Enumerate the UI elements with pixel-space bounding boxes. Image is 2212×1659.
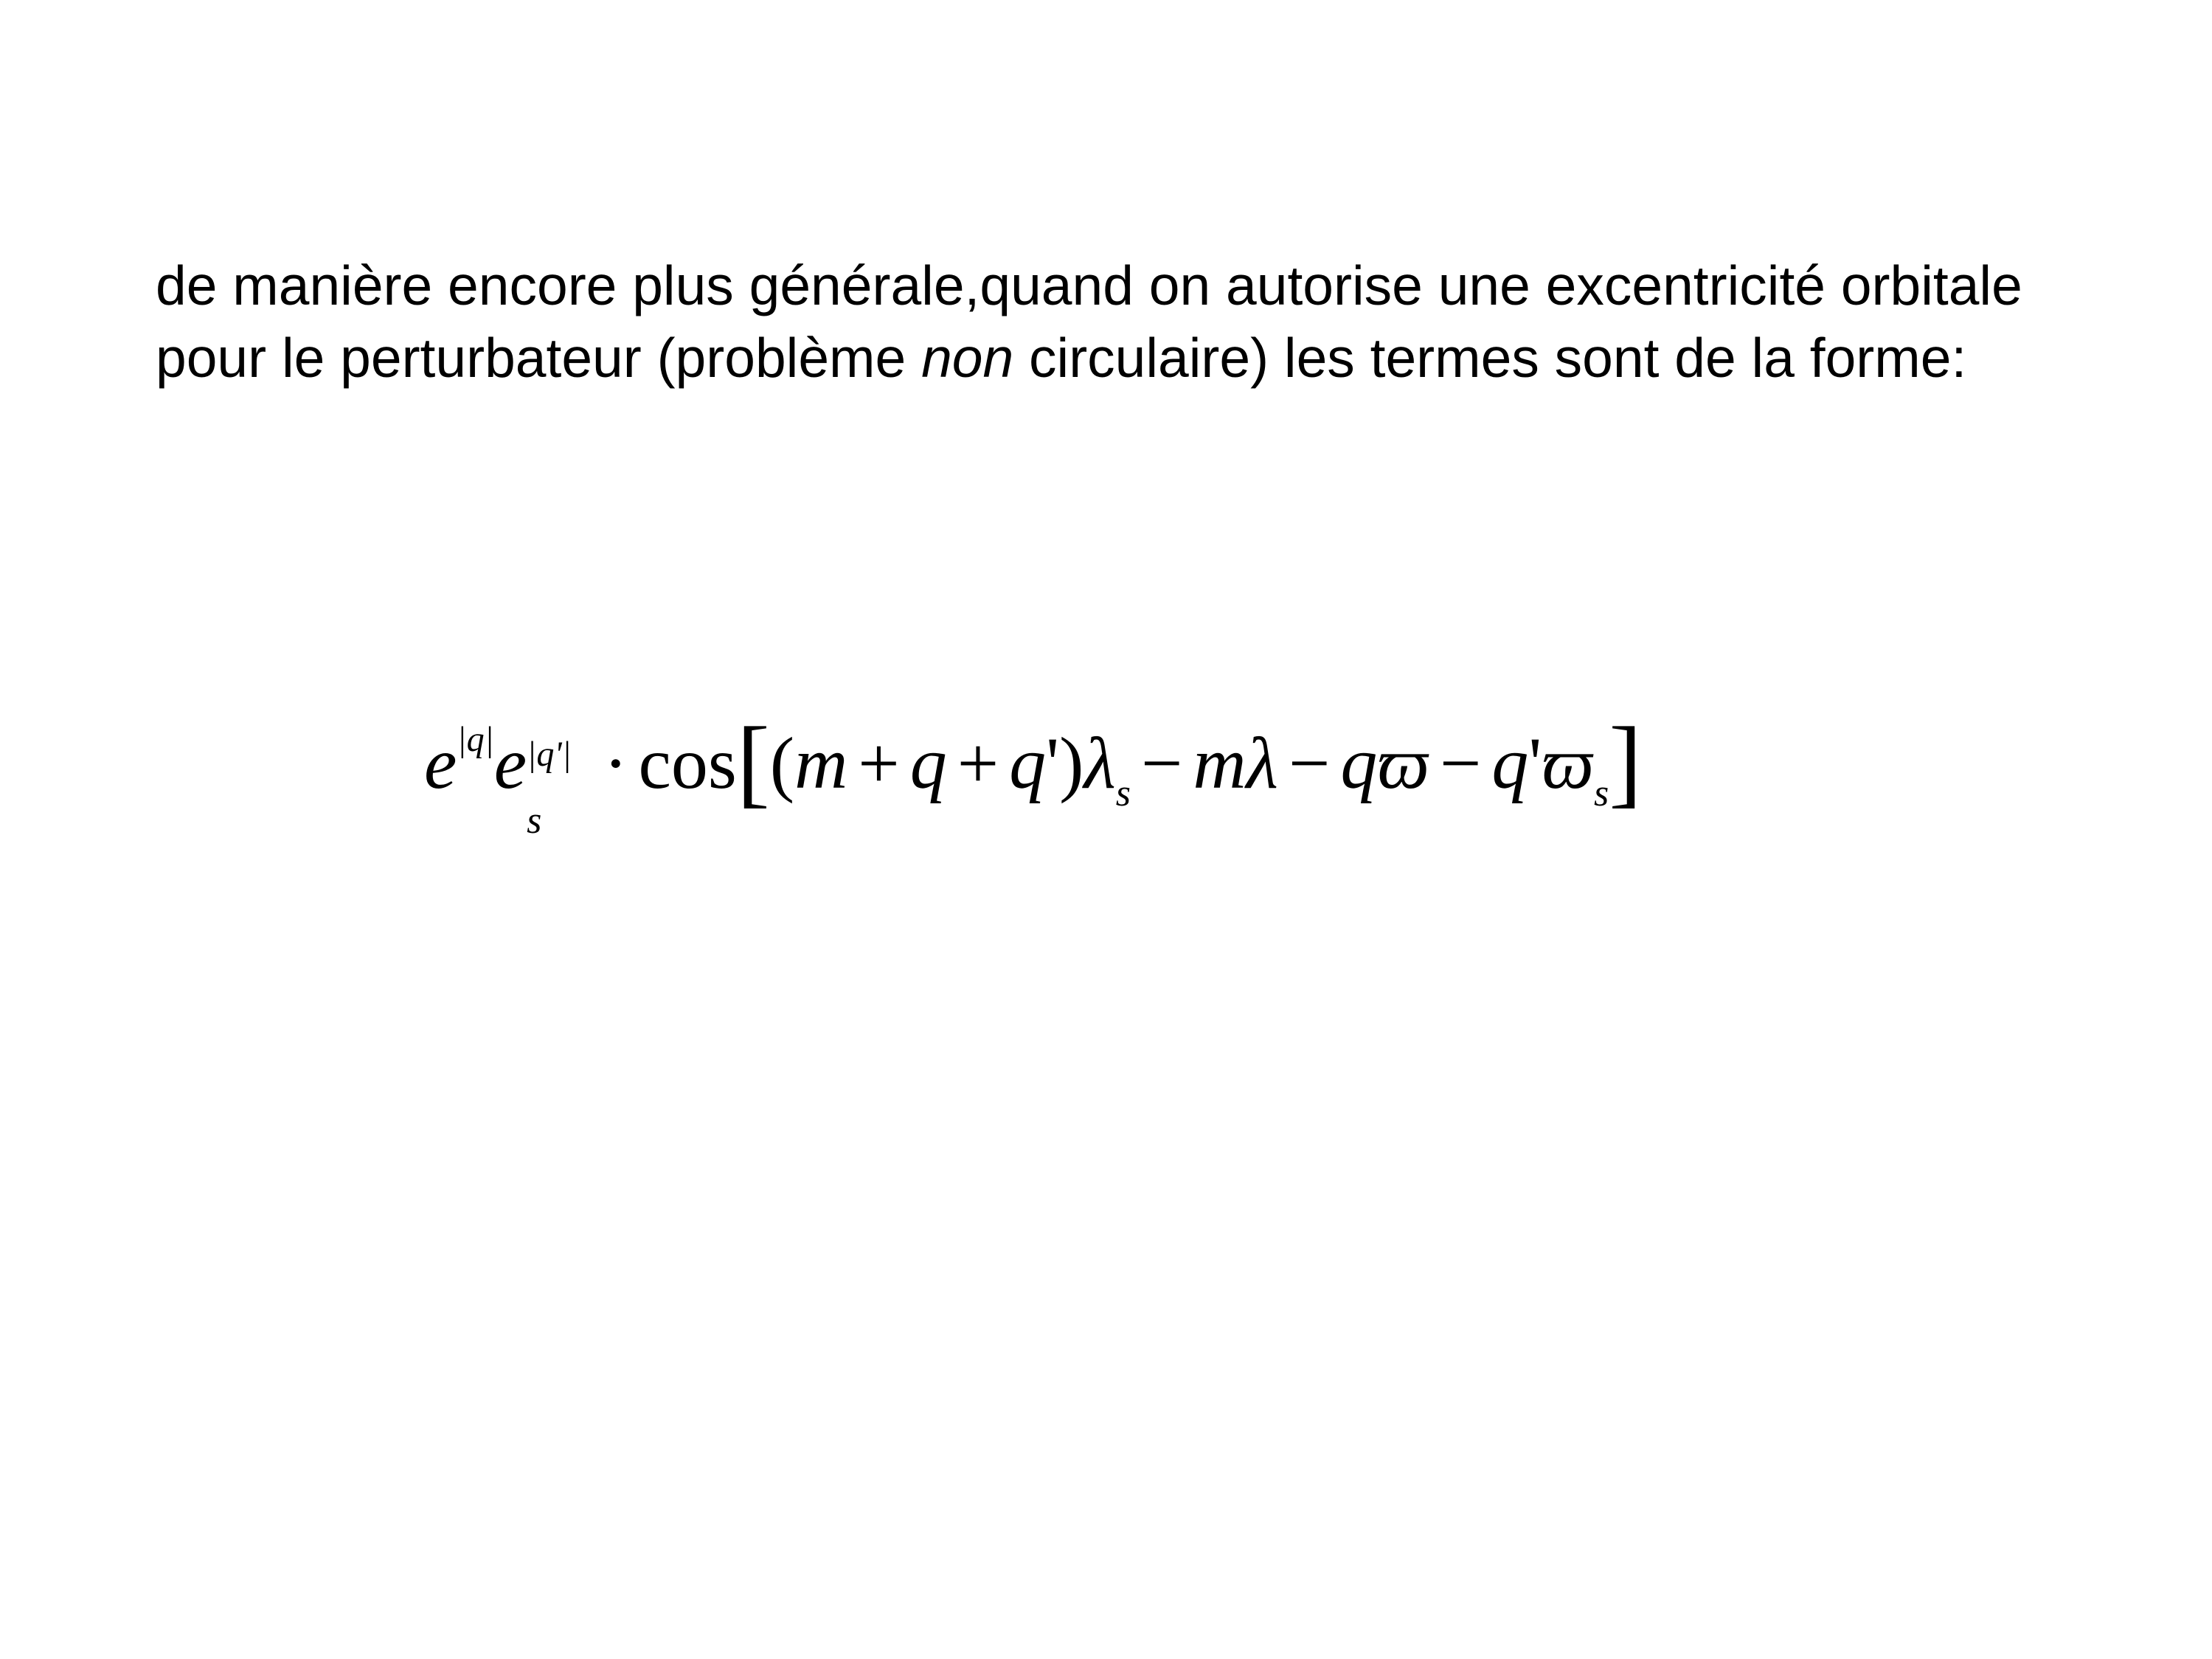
intro-emphasis: non [921,327,1014,389]
intro-text-part1: de manière encore plus générale,quand on autorise une excentricité orbitale pour le perturbateur (problème [156,254,2022,389]
formula-e-s: e [493,722,527,804]
formula-m: m [1193,722,1247,804]
formula-varpi: ϖ [1377,722,1429,804]
formula-left-paren: ( [769,722,795,804]
formula-right-paren: ) [1059,722,1084,804]
formula-exponent-q: |q| [457,720,494,759]
formula-minus: − [1141,722,1183,804]
formula-e: e [424,722,457,804]
formula-prime: ' [1046,722,1060,804]
formula-left-bracket: [ [736,707,770,817]
formula-q-prime: q [1009,722,1047,804]
formula-subscript-s: s [1115,772,1131,814]
formula-plus: + [957,722,999,804]
formula-lambda: λ [1246,722,1278,804]
intro-paragraph [156,249,2110,394]
formula-minus: − [1439,722,1482,804]
formula-cos: cos [638,722,737,804]
formula-plus: + [858,722,900,804]
intro-text-part2: circulaire) les termes sont de la forme: [1013,327,1967,389]
formula-right-bracket: ] [1609,707,1643,817]
formula-m: m [794,722,848,804]
formula-e-s-scripts [527,735,593,842]
formula-q-prime: q [1491,722,1529,804]
formula-dot: · [603,722,628,804]
formula-subscript-s: s [527,800,542,842]
formula-q: q [909,722,947,804]
formula-subscript-s: s [1594,772,1609,814]
formula-q: q [1340,722,1378,804]
formula-varpi-s: ϖ [1542,722,1595,804]
formula [424,707,1643,842]
formula-prime: ' [1528,722,1542,804]
formula-exponent-q-prime: |q'| [527,735,572,774]
formula-lambda-s: λ [1084,722,1116,804]
formula-minus: − [1288,722,1331,804]
